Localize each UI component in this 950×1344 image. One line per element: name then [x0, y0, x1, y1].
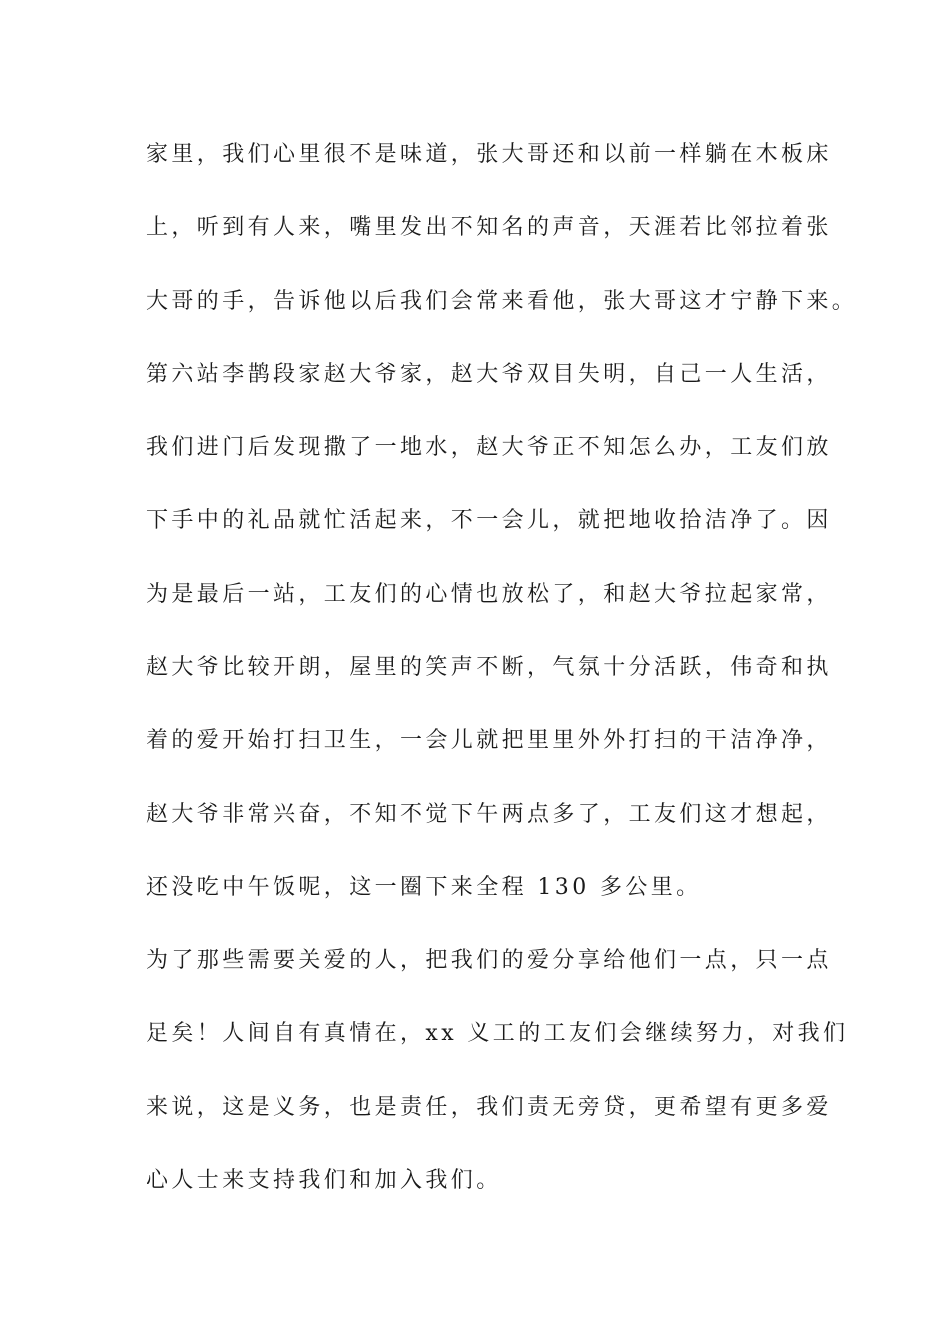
text-line: 心人士来支持我们和加入我们。: [146, 1167, 502, 1193]
text-line: 大哥的手，告诉他以后我们会常来看他，张大哥这才宁静下来。: [146, 288, 858, 314]
text-line: 赵大爷比较开朗，屋里的笑声不断，气氛十分活跃，伟奇和执: [146, 655, 832, 681]
text-line: 足矣！人间自有真情在，xx 义工的工友们会继续努力，对我们: [146, 1021, 849, 1047]
text-line: 为了那些需要关爱的人，把我们的爱分享给他们一点，只一点: [146, 948, 832, 973]
paragraph-closing: [146, 924, 849, 1217]
text-line: 为是最后一站，工友们的心情也放松了，和赵大爷拉起家常，: [146, 581, 832, 607]
text-line: 我们进门后发现撒了一地水，赵大爷正不知怎么办，工友们放: [146, 435, 832, 461]
text-line: 着的爱开始打扫卫生，一会儿就把里里外外打扫的干洁净净，: [146, 728, 832, 754]
text-line: 下手中的礼品就忙活起来，不一会儿，就把地收拾洁净了。因: [146, 508, 832, 534]
text-line: 赵大爷非常兴奋，不知不觉下午两点多了，工友们这才想起，: [146, 801, 832, 827]
text-line: 家里，我们心里很不是味道，张大哥还和以前一样躺在木板床: [146, 142, 832, 167]
text-line: 来说，这是义务，也是责任，我们责无旁贷，更希望有更多爱: [146, 1094, 832, 1120]
text-line: 还没吃中午饭呢，这一圈下来全程 130 多公里。: [146, 874, 702, 900]
text-line: 第六站李鹊段家赵大爷家，赵大爷双目失明，自己一人生活，: [146, 361, 832, 387]
text-line: 上，听到有人来，嘴里发出不知名的声音，天涯若比邻拉着张: [146, 215, 832, 241]
paragraph-visit-account: [146, 118, 858, 924]
